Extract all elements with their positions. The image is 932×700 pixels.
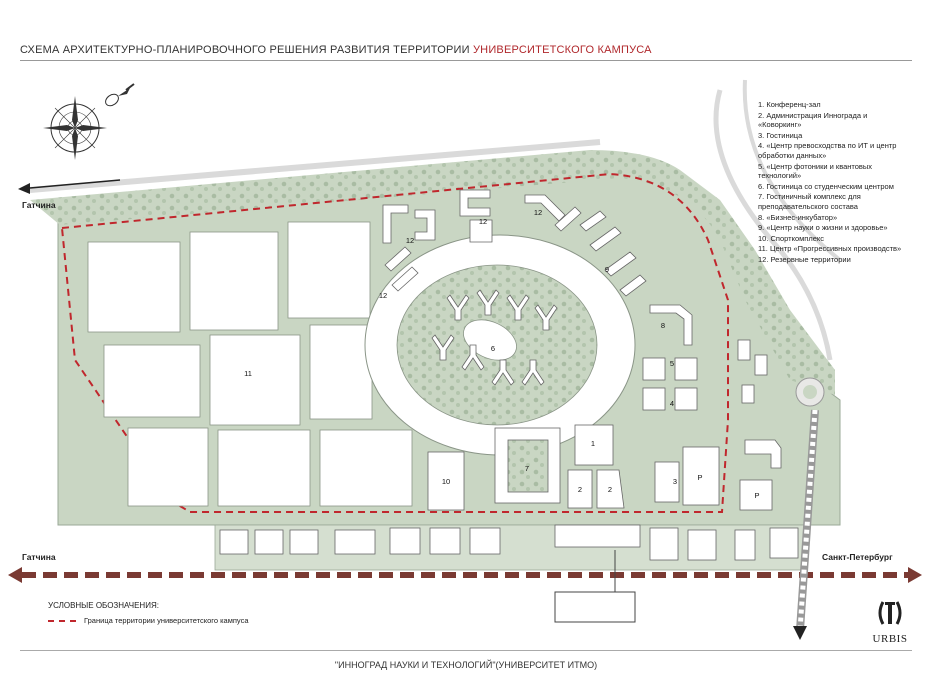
boundary-label: Граница территории университетского кампуса	[84, 616, 249, 625]
footer-divider	[20, 650, 912, 651]
wind-rose-icon	[103, 84, 134, 108]
label-12d: 12	[378, 291, 388, 300]
label-1: 1	[590, 439, 596, 448]
label-12c: 12	[533, 208, 543, 217]
logo-text: URBIS	[872, 633, 908, 645]
legend-item: 1. Конференц-зал	[758, 100, 821, 109]
highway-arrow-right	[908, 567, 922, 583]
legend-list	[758, 100, 908, 266]
title-prefix: СХЕМА АРХИТЕКТУРНО-ПЛАНИРОВОЧНОГО РЕШЕНИЯ РАЗВИТИЯ ТЕРРИТОРИИ	[20, 44, 470, 56]
urbis-logo	[870, 598, 910, 645]
label-9: 9	[604, 265, 610, 274]
legend-item: 4. «Центр превосходства по ИТ и центр обработки данных»	[758, 141, 897, 160]
label-12a: 12	[405, 236, 415, 245]
conventions-boundary-row	[48, 616, 249, 625]
label-4: 4	[669, 399, 675, 408]
gatchina-arrow-head	[18, 183, 30, 194]
legend-item: 10. Спорткомплекс	[758, 233, 825, 243]
label-8: 8	[660, 321, 666, 330]
footer-caption: "ИННОГРАД НАУКИ И ТЕХНОЛОГИЙ"(УНИВЕРСИТЕТ ИТМО)	[334, 660, 598, 670]
label-5: 5	[669, 359, 675, 368]
conventions-title: УСЛОВНЫЕ ОБОЗНАЧЕНИЯ:	[48, 601, 159, 610]
station-building	[555, 592, 635, 622]
label-2a: 2	[577, 485, 583, 494]
boundary-swatch	[48, 620, 76, 622]
city-label-gatchina-top: Гатчина	[22, 200, 56, 210]
label-3: 3	[672, 477, 678, 486]
legend-item: 11. Центр «Прогрессивных производств»	[758, 244, 902, 254]
title-highlight: УНИВЕРСИТЕТСКОГО КАМПУСА	[472, 44, 652, 56]
label-11: 11	[244, 369, 252, 378]
label-p2: Р	[754, 491, 760, 500]
highway-arrow-left	[8, 567, 22, 583]
se-road-arrow	[793, 626, 807, 640]
legend-item: 5. «Центр фотоники и квантовых технологий»	[758, 161, 873, 181]
label-p1: Р	[697, 473, 703, 482]
label-7: 7	[524, 464, 530, 473]
legend-item: 6. Гостиница со студенческим центром	[758, 181, 894, 191]
legend-item: 12. Резервные территории	[758, 254, 851, 264]
city-label-spb: Санкт-Петербург	[822, 552, 893, 562]
legend-item: 9. «Центр науки о жизни и здоровье»	[758, 223, 888, 233]
label-12b: 12	[478, 217, 488, 226]
zone-11-blocks	[88, 222, 415, 506]
urbis-logo-icon	[875, 598, 905, 628]
label-10: 10	[441, 477, 451, 486]
label-2b: 2	[607, 485, 613, 494]
legend-item: 3. Гостиница	[758, 130, 803, 140]
legend-item: 8. «Бизнес-инкубатор»	[758, 212, 838, 222]
label-6: 6	[490, 344, 496, 353]
compass-icon	[43, 96, 107, 160]
legend-item: 2. Администрация Иннограда и «Коворкинг»	[758, 110, 868, 130]
city-label-gatchina-bottom: Гатчина	[22, 552, 56, 562]
legend-item: 7. Гостиничный комплекс для преподавательского состава	[758, 192, 861, 211]
